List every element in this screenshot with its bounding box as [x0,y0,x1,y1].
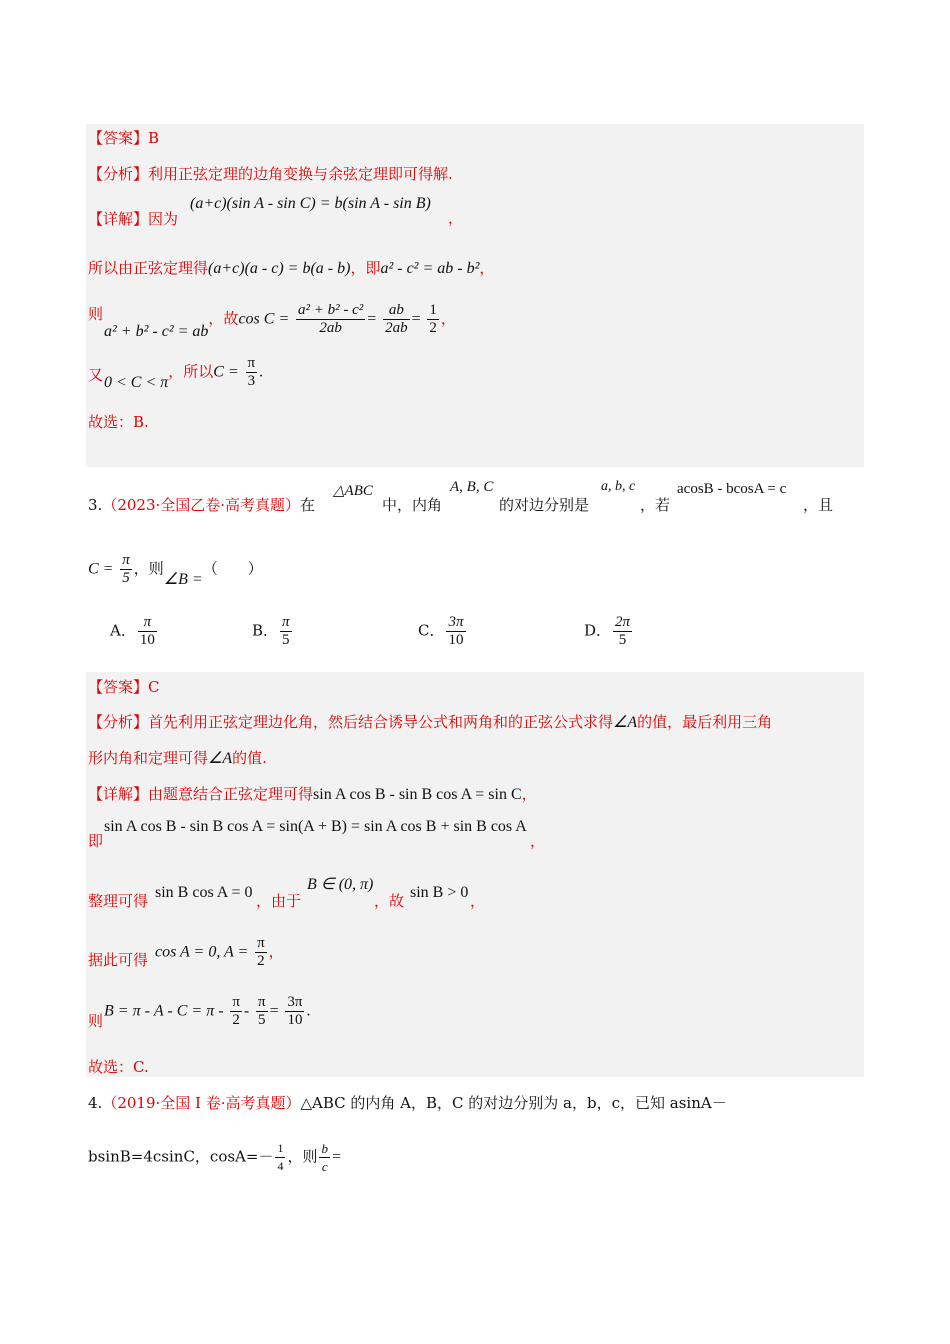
option-label: C． [418,621,445,640]
conclusion-1: 故选：B. [88,413,149,431]
equation: B ∈ (0, π) [307,876,374,893]
detail-line-3-body: a² + b² - c² = ab，故cos C = $\frac{\text{a² + b² - c²}}{2ab}$ = $\frac{ab}{2ab}$ = $\frac{1}{2}$ ， [104,302,456,340]
text: 则 [88,1012,104,1030]
analysis-line-2a [88,712,772,733]
detail-text: 因为 [148,210,179,228]
question-number: 3. [88,496,103,514]
sides: a, b, c [601,479,636,494]
fraction: $\frac{\pi}{5}$ [122,552,130,586]
fraction: $\frac{b}{c}$ [321,1141,328,1174]
fraction: $\frac{ab}{2ab}$ [385,302,408,336]
equation: B = π - A - C = π - [104,1002,224,1020]
angle-a: ∠A [613,714,638,731]
analysis-text: 形内角和定理可得 [88,749,209,767]
analysis-label: 【分析】 [88,713,149,731]
detail-label: 【详解】 [88,785,149,803]
text: ，故 [208,309,239,328]
equation: cos A = 0, A = [155,943,249,961]
answer-label: 【答案】 [88,129,149,147]
detail-text: 由题意结合正弦定理可得 [148,785,314,803]
detail-label: 【详解】 [88,210,149,228]
option-label: B． [252,621,279,640]
equation: a² - c² = ab - b² [380,260,480,277]
analysis-line-1 [88,164,453,184]
punctuation: ， [530,832,546,850]
detail-line-2e-body: B = π - A - C = π - $\frac{\pi}{2}$ - $\frac{\pi}{5}$ = $\frac{3\pi}{10}$ . [104,994,311,1028]
punctuation: ， [448,209,464,227]
punctuation: ， [479,259,495,277]
detail-line-2d-body [155,935,284,970]
fraction: $\frac{3\pi}{10}$ [448,614,464,648]
analysis-text: 首先利用正弦定理边化角，然后结合诱导公式和两角和的正弦公式求得 [148,713,614,731]
answer-label: 【答案】 [88,678,149,696]
condition: acosB - bcosA = c [677,481,787,497]
detail-line-3 [88,304,103,324]
option-c[interactable] [418,614,468,649]
text: ，所以 [168,362,214,381]
text: ，由于 [256,892,302,910]
text: ，若 [640,496,671,514]
detail-line-2b-prefix: 即 [88,832,104,850]
answer-value: B [148,129,160,147]
answer-blank: （ ） [202,559,263,578]
fraction: $\frac{\pi}{5}$ [282,614,290,648]
question-source: （2023·全国乙卷·高考真题） [102,496,301,514]
answer-line-2 [88,677,160,697]
question-source: （2019·全国 I 卷·高考真题） [102,1094,301,1112]
detail-line-2d [88,950,148,970]
punctuation: ， [440,309,456,328]
question-text: bsinB=4csinC，cosA=－ [88,1147,274,1166]
analysis-text: 的值，最后利用三角 [637,713,773,731]
fraction: $\frac{\pi}{3}$ [247,355,256,389]
punctuation: ， [268,942,284,961]
equation: (a+c)(a - c) = b(a - b) [208,260,351,277]
equation: C = [213,363,239,381]
question-4-line-1 [88,1092,727,1113]
equals-sign: = [331,1148,342,1166]
punctuation: ， [470,892,486,910]
fraction: $\frac{\pi}{2}$ [257,935,265,969]
fraction: $\frac{\pi}{5}$ [258,994,266,1028]
text: ，即 [350,259,381,277]
punctuation: ， [521,785,537,803]
question-text: △ABC 的内角 A，B，C 的对边分别为 a，b，c，已知 asinA－ [300,1094,727,1112]
text: 又 [88,366,104,384]
question-number: 4. [88,1094,103,1112]
fraction: $\frac{1}{2}$ [429,302,437,336]
text: 所以由正弦定理得 [88,259,209,277]
equation: (a+c)(sin A - sin C) = b(sin A - sin B) [190,195,431,212]
text: ，故 [374,892,405,910]
detail-line-2e [88,1011,103,1031]
equation: cos C = [238,310,290,328]
answer-line-1 [88,128,159,148]
equation: ∠B = [163,570,203,588]
detail-line-2a [88,784,537,805]
detail-line-4 [88,365,103,385]
analysis-text: 利用正弦定理的边角变换与余弦定理即可得解. [148,165,453,183]
question-4-line-2 [88,1140,341,1175]
triangle: △ABC [333,483,373,499]
analysis-line-2b [88,748,267,769]
option-label: D． [584,621,612,640]
fraction: $\frac{2\pi}{5}$ [615,614,631,648]
fraction: $\frac{\text{a² + b² - c²}}{2ab}$ [298,302,364,336]
text: ，则 [133,559,164,578]
text: ，且 [803,496,834,514]
analysis-text: 的值. [232,749,267,767]
angles: A, B, C [450,479,494,495]
detail-line-2c: 整理可得 [88,892,149,910]
detail-line-4-body: 0 < C < π，所以C = $\frac{\pi}{3}$ . [104,355,264,391]
equation: sin A cos B - sin B cos A = sin C [313,786,522,803]
question-3-line-1 [88,494,315,515]
text: 中，内角 [382,496,443,514]
option-a[interactable] [110,614,159,649]
text: 的对边分别是 [499,496,590,514]
equation: a² + b² - c² = ab [104,322,209,340]
answer-value: C [148,678,160,696]
text: 则 [88,305,104,323]
equation: C = [88,560,114,578]
equation: sin B cos A = 0 [155,884,253,901]
option-label: A． [110,621,136,640]
option-d[interactable] [584,614,634,649]
text: ，则 [287,1147,318,1166]
fraction: $\frac{3\pi}{10}$ [287,994,303,1028]
fraction: $\frac{\pi}{10}$ [139,614,155,648]
text: 在 [300,496,316,514]
analysis-label: 【分析】 [88,165,149,183]
fraction: $\frac{1}{4}$ [277,1141,284,1173]
detail-line-2 [88,258,494,279]
conclusion-2: 故选：C. [88,1058,149,1076]
option-b[interactable] [252,614,294,649]
angle-a: ∠A [208,750,233,767]
equation: sin B > 0 [410,884,469,901]
text: 据此可得 [88,951,149,969]
fraction: $\frac{\pi}{2}$ [232,994,240,1028]
equation: sin A cos B - sin B cos A = sin(A + B) = sin A cos B + sin B cos A [104,818,527,835]
question-3-line-2 [88,552,263,587]
equation: 0 < C < π [104,373,169,391]
detail-line-1 [88,209,178,229]
